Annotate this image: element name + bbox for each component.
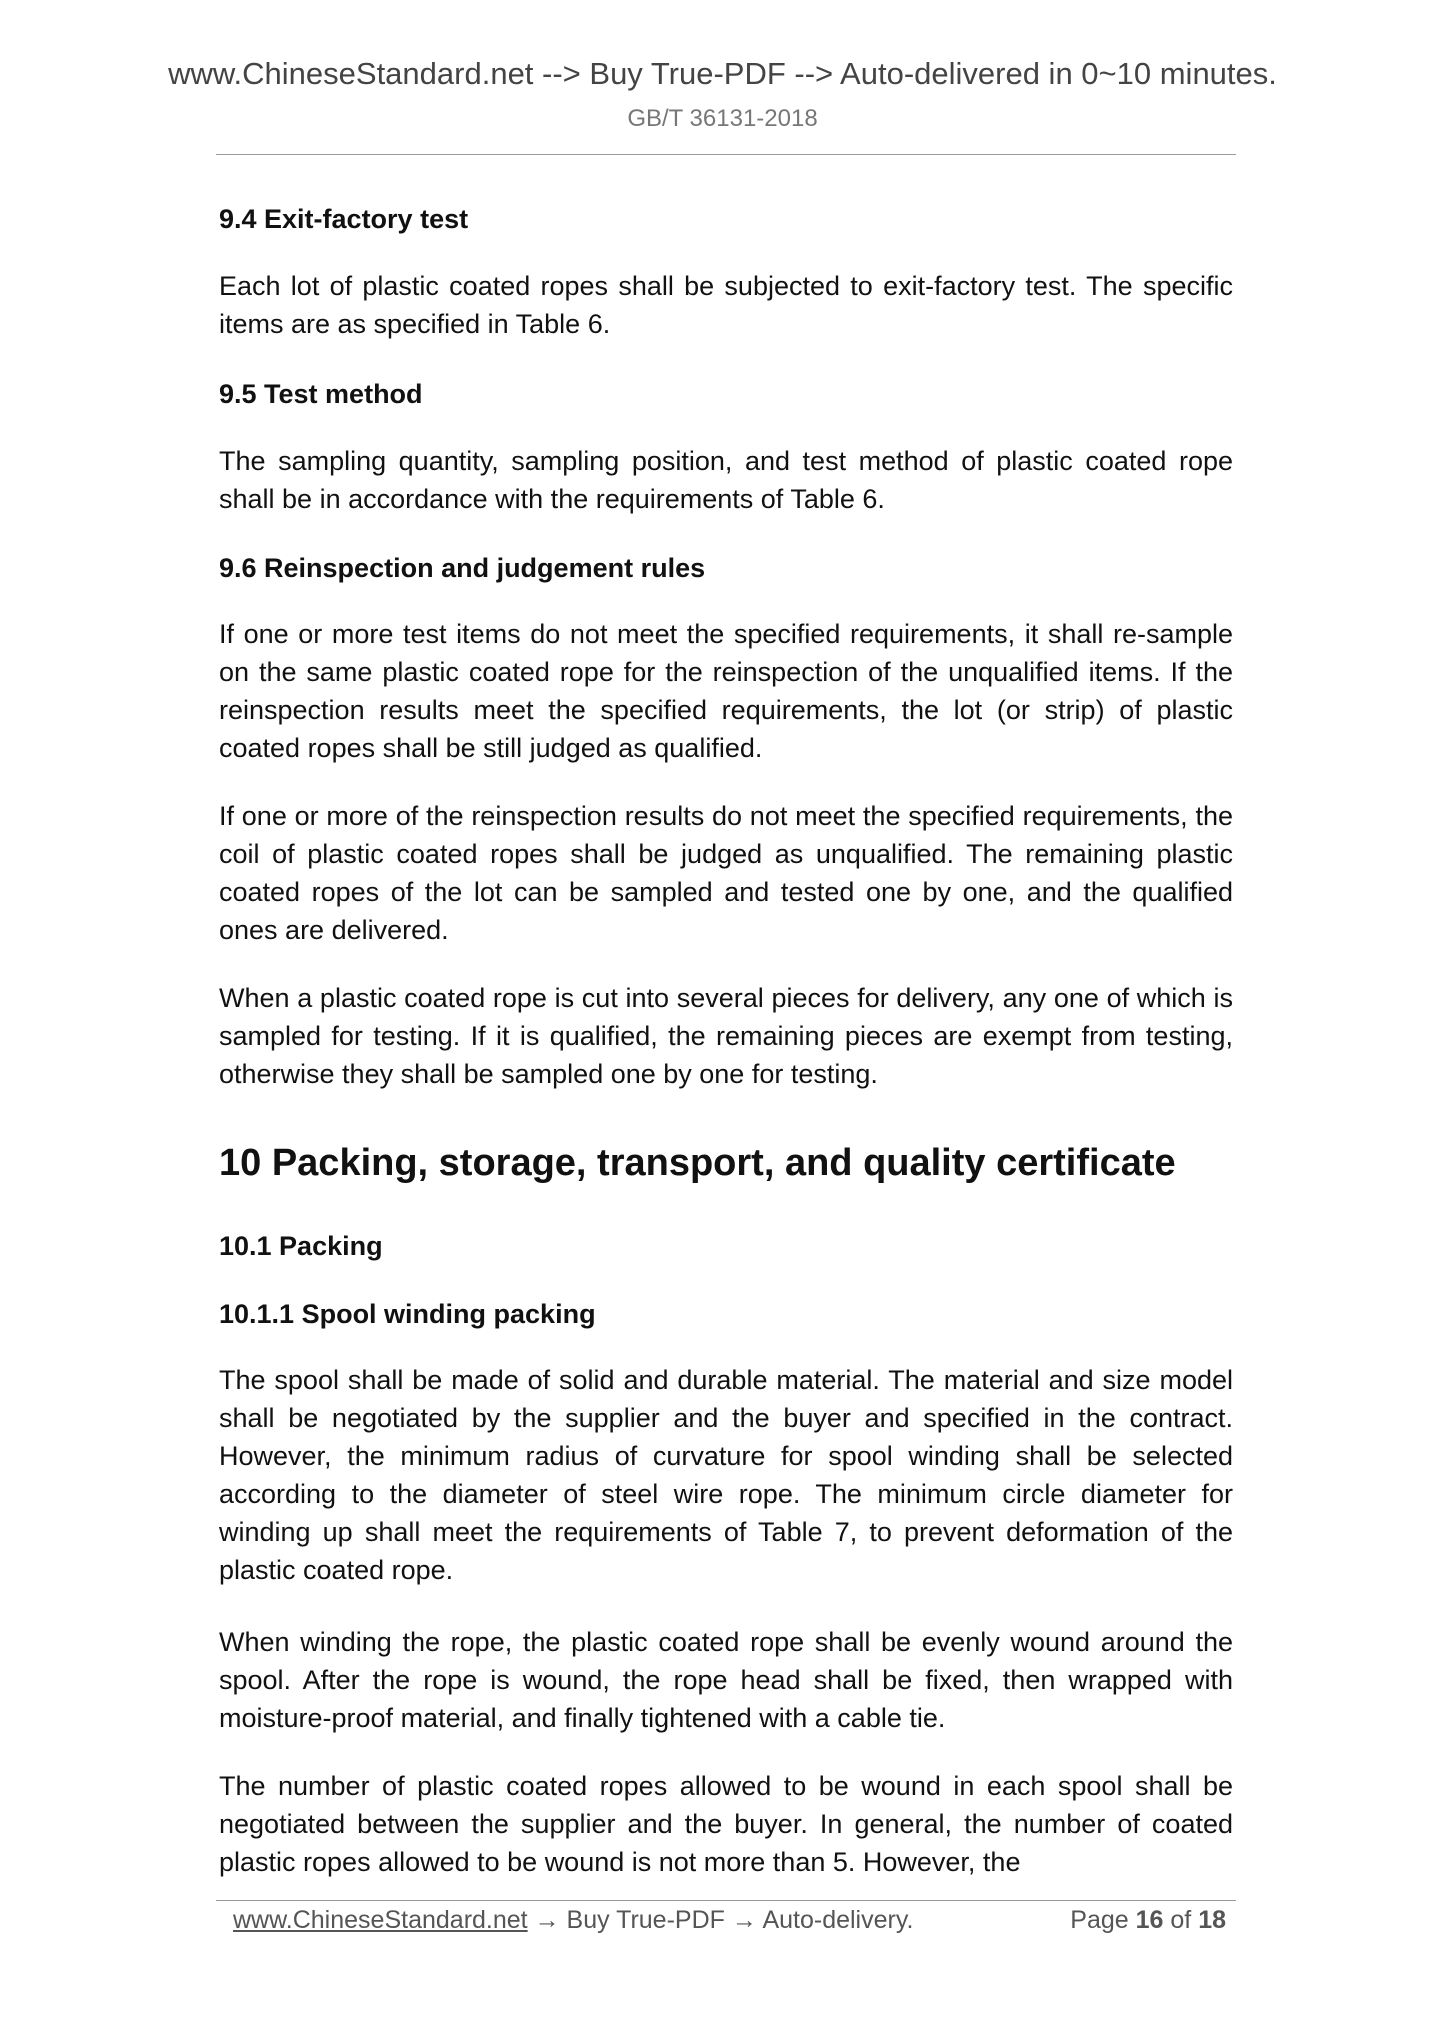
of-label: of xyxy=(1170,1906,1192,1934)
page-label: Page xyxy=(1070,1906,1129,1934)
paragraph-9-6-2: If one or more of the reinspection results do not meet the specified requirements, the coil of plastic coated ropes shall be judged as unqualified. The remaining plastic coated ropes of the lot can be sampled and tested one by one, and the qualified ones are delivered. xyxy=(219,801,1233,945)
paragraph-10-1-1-1: The spool shall be made of solid and durable material. The material and size model shall be negotiated by the supplier and the buyer and specified in the contract. However, the minimum radius of curvature for spool winding shall be selected according to the diameter of steel wire rope. The minimum circle diameter for winding up shall meet the requirements of Table 7, to prevent deformation of the plastic coated rope. xyxy=(219,1365,1233,1585)
arrow-right-icon: → xyxy=(534,1906,560,1934)
paragraph-9-5: The sampling quantity, sampling position, and test method of plastic coated rope shall be in accordance with the requirements of Table 6. xyxy=(219,446,1233,514)
paragraph-9-6-1: If one or more test items do not meet the specified requirements, it shall re-sample on the same plastic coated rope for the reinspection of the unqualified items. If the reinspection results meet the specified requirements, the lot (or strip) of plastic coated ropes shall be still judged as qualified. xyxy=(219,619,1233,763)
heading-9-4: 9.4 Exit-factory test xyxy=(219,204,469,234)
standard-number: GB/T 36131-2018 xyxy=(627,105,818,132)
footer-divider xyxy=(216,1900,1236,1901)
heading-10-1-1: 10.1.1 Spool winding packing xyxy=(219,1299,596,1329)
heading-9-5: 9.5 Test method xyxy=(219,379,423,409)
paragraph-9-6-3: When a plastic coated rope is cut into several pieces for delivery, any one of which is sampled for testing. If it is qualified, the remaining pieces are exempt from testing, otherwise they shall be sampled one by one for testing. xyxy=(219,983,1233,1089)
auto-delivery-text: Auto-delivery. xyxy=(762,1906,914,1934)
heading-10-1: 10.1 Packing xyxy=(219,1231,383,1261)
paragraph-10-1-1-2: When winding the rope, the plastic coated rope shall be evenly wound around the spool. After the rope is wound, the rope head shall be fixed, then wrapped with moisture-proof material, and finally tightened with a cable tie. xyxy=(219,1627,1233,1733)
page-number xyxy=(1070,1903,1226,1937)
heading-10: 10 Packing, storage, transport, and quality certificate xyxy=(219,1142,1176,1184)
arrow-right-icon: → xyxy=(731,1906,757,1934)
buy-pdf-text: Buy True-PDF xyxy=(566,1906,725,1934)
header-promo-text: www.ChineseStandard.net --> Buy True-PDF --> Auto-delivered in 0~10 minutes. xyxy=(168,56,1277,91)
header-divider xyxy=(216,154,1236,155)
website-link[interactable]: www.ChineseStandard.net xyxy=(233,1906,528,1934)
page-footer xyxy=(233,1903,1232,1937)
page-total: 18 xyxy=(1198,1906,1226,1934)
page-current: 16 xyxy=(1135,1906,1164,1934)
paragraph-9-4: Each lot of plastic coated ropes shall be subjected to exit-factory test. The specific items are as specified in Table 6. xyxy=(219,271,1233,339)
paragraph-10-1-1-3: The number of plastic coated ropes allowed to be wound in each spool shall be negotiated between the supplier and the buyer. In general, the number of coated plastic ropes allowed to be wound is not more than 5. However, the xyxy=(219,1771,1233,1877)
heading-9-6: 9.6 Reinspection and judgement rules xyxy=(219,553,706,583)
